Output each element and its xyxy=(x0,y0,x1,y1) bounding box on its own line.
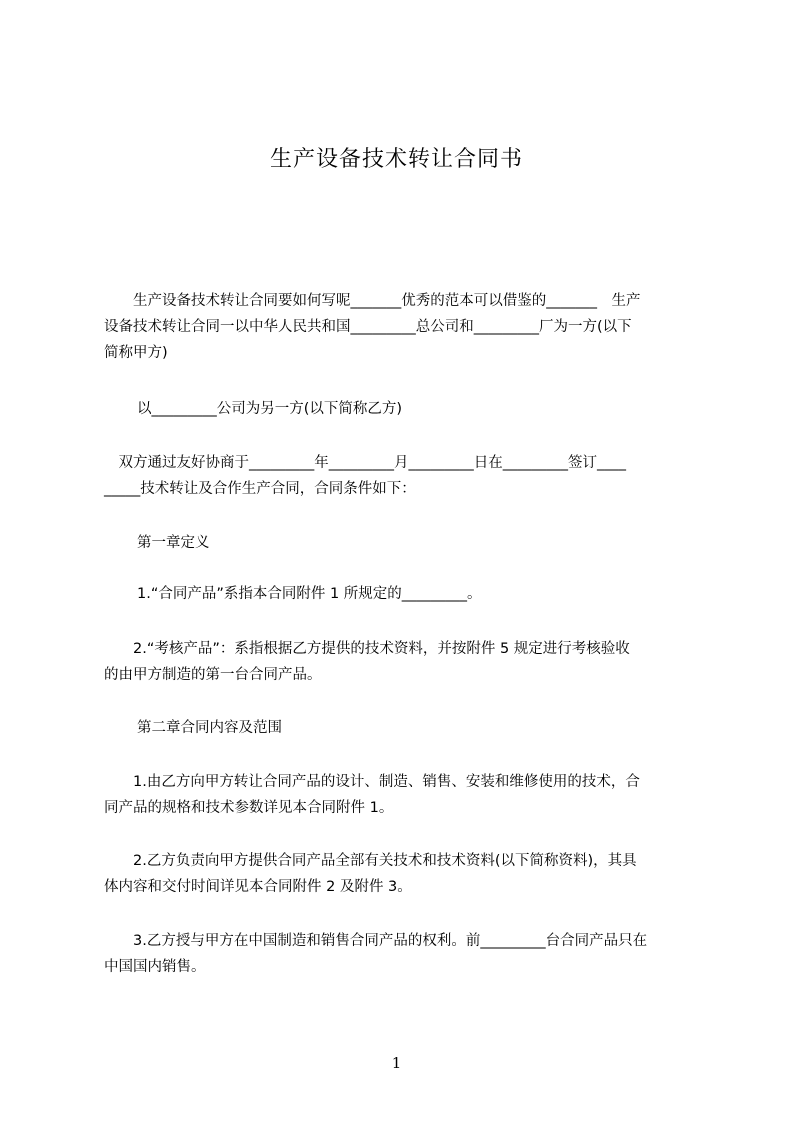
agreement-line-1: 双方通过友好协商于_________年_________月_________日在_________签订____ xyxy=(104,455,626,471)
chapter1-heading: 第一章定义 xyxy=(137,535,210,551)
intro-line-3: 简称甲方) xyxy=(104,345,168,361)
chapter2-heading: 第二章合同内容及范围 xyxy=(137,720,282,736)
intro-paragraph xyxy=(104,288,709,366)
page-number: 1 xyxy=(391,1054,402,1072)
document-title: 生产设备技术转让合同书 xyxy=(269,147,523,172)
intro-line-1: 生产设备技术转让合同要如何写呢_______优秀的范本可以借鉴的_______ 生产 xyxy=(104,293,641,309)
chapter1-item2-line-2: 的由甲方制造的第一台合同产品。 xyxy=(104,667,322,683)
chapter1-item2 xyxy=(104,636,709,688)
chapter2-item1-line-2: 同产品的规格和技术参数详见本合同附件 1。 xyxy=(104,800,394,816)
party-b-paragraph: 以_________公司为另一方(以下简称乙方) xyxy=(137,401,403,417)
agreement-line-2: _____技术转让及合作生产合同，合同条件如下： xyxy=(104,481,416,497)
intro-line-2: 设备技术转让合同一以中华人民共和国_________总公司和_________厂为一方(以下 xyxy=(104,319,632,335)
chapter2-item3-line-2: 中国国内销售。 xyxy=(104,959,206,975)
chapter1-item2-line-1: 2.“考核产品”：系指根据乙方提供的技术资料，并按附件 5 规定进行考核验收 xyxy=(104,641,630,657)
agreement-paragraph xyxy=(104,450,709,502)
chapter1-item1: 1.“合同产品”系指本合同附件 1 所规定的_________。 xyxy=(137,586,482,602)
chapter2-item3-line-1: 3.乙方授与甲方在中国制造和销售合同产品的权利。前_________台合同产品只在 xyxy=(104,933,648,949)
chapter2-item2-line-1: 2.乙方负责向甲方提供合同产品全部有关技术和技术资料(以下简称资料)，其具 xyxy=(104,853,637,869)
chapter2-item1-line-1: 1.由乙方向甲方转让合同产品的设计、制造、销售、安装和维修使用的技术，合 xyxy=(104,774,640,790)
chapter2-item2 xyxy=(104,848,709,900)
chapter2-item3 xyxy=(104,928,709,980)
chapter2-item1 xyxy=(104,769,709,821)
chapter2-item2-line-2: 体内容和交付时间详见本合同附件 2 及附件 3。 xyxy=(104,879,412,895)
